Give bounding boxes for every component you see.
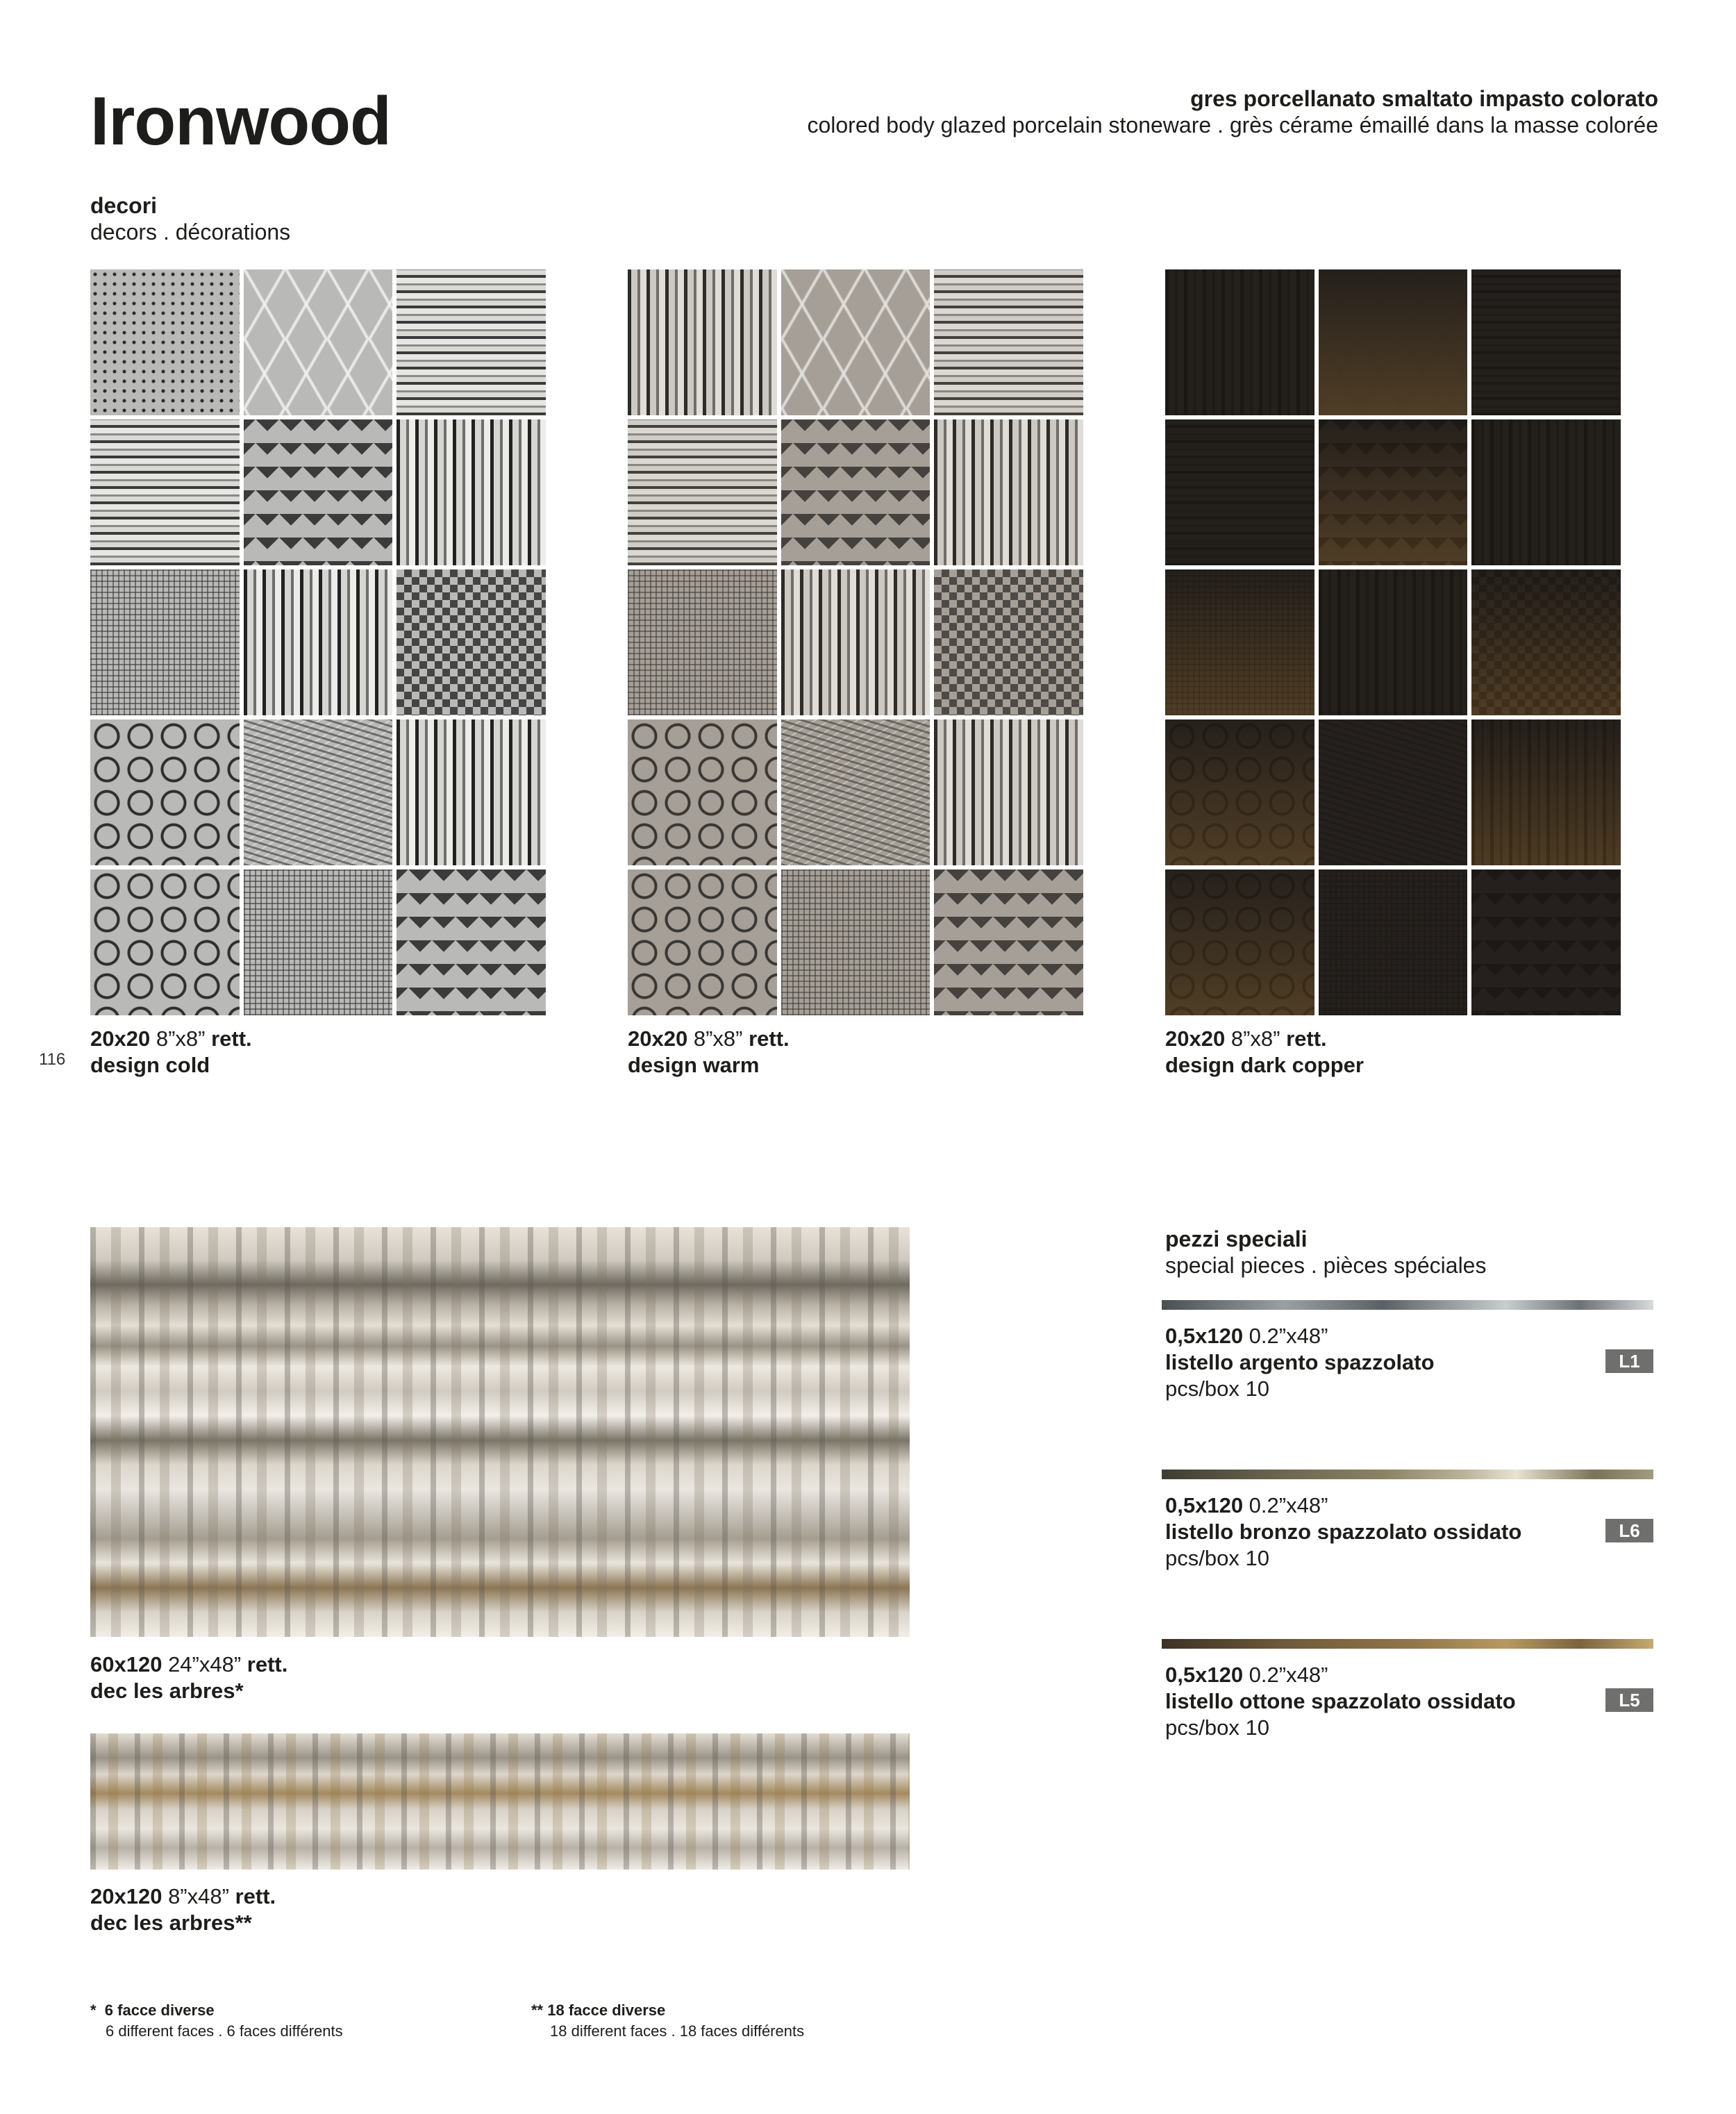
decor-grid-dark-copper [1165,269,1621,1015]
tile [1319,569,1468,715]
size-in: 24”x48” [162,1652,247,1676]
rett: rett. [235,1884,276,1908]
subtitle-translations: colored body glazed porcelain stoneware . grès cérame émaillé dans la masse colorée [807,113,1658,138]
tile [90,419,240,565]
size-in: 8”x48” [162,1884,235,1908]
pezzi-speciali-title: pezzi speciali [1165,1226,1308,1251]
tile [1471,569,1621,715]
rett: rett. [211,1026,252,1051]
code-badge-l6: L6 [1605,1519,1653,1542]
dec-les-arbres-20x120-image [90,1733,910,1870]
listello-argento-info [1165,1323,1435,1402]
tile [1319,869,1468,1015]
caption-arbres-60x120 [90,1651,287,1704]
size-cm: 20x20 [1165,1026,1226,1051]
footnote-mark: ** [531,2001,544,2019]
tile [244,419,393,565]
size-cm: 20x120 [90,1884,162,1908]
rett: rett. [1286,1026,1327,1051]
listello-ottone-image [1162,1639,1653,1649]
caption-arbres-20x120 [90,1883,276,1936]
size-in: 0.2”x48” [1243,1663,1328,1687]
size-in: 8”x8” [687,1026,749,1051]
tile [628,569,777,715]
piece-name: listello argento spazzolato [1165,1350,1435,1374]
decor-name: dec les arbres* [90,1679,244,1703]
tile [781,719,930,865]
tile [934,569,1083,715]
piece-name: listello ottone spazzolato ossidato [1165,1689,1516,1713]
tile [1165,419,1314,565]
decor-grid-cold [90,269,546,1015]
footnote-text: 18 different faces . 18 faces différents [550,2022,805,2040]
tile [397,419,546,565]
tile [934,269,1083,415]
tile [628,719,777,865]
tile [781,869,930,1015]
pcs-box: pcs/box 10 [1165,1546,1269,1570]
tile [1471,269,1621,415]
tile [1319,269,1468,415]
dec-les-arbres-60x120-image [90,1227,910,1637]
listello-argento-image [1162,1300,1653,1310]
tile [90,869,240,1015]
tile [934,419,1083,565]
tile [781,269,930,415]
size-in: 8”x8” [150,1026,212,1051]
listello-ottone-info [1165,1662,1516,1741]
footnote-text: 6 different faces . 6 faces différents [106,2022,343,2040]
decor-name: design dark copper [1165,1053,1364,1077]
tile [244,269,393,415]
tile [1165,269,1314,415]
footnote-title: 18 facce diverse [547,2001,666,2019]
tile [397,569,546,715]
tile [1319,419,1468,565]
tile [1471,719,1621,865]
rett: rett. [749,1026,790,1051]
tile [1471,419,1621,565]
tile [244,869,393,1015]
decori-subtitle: decors . décorations [90,219,291,244]
code-badge-l1: L1 [1605,1349,1653,1373]
tile [1319,719,1468,865]
caption-design-dark-copper [1165,1026,1364,1079]
tile [397,719,546,865]
listello-bronzo-image [1162,1470,1653,1479]
size-cm: 0,5x120 [1165,1663,1244,1687]
decor-name: design cold [90,1053,210,1077]
tile [781,569,930,715]
listello-bronzo-info [1165,1492,1521,1572]
piece-name: listello bronzo spazzolato ossidato [1165,1520,1522,1544]
footnote-mark: * [90,2001,97,2019]
page-title: Ironwood [90,83,391,159]
tile [1471,869,1621,1015]
tile [1165,719,1314,865]
caption-design-cold [90,1026,252,1079]
tile [90,719,240,865]
tile [244,569,393,715]
tile [90,569,240,715]
decor-name: dec les arbres** [90,1911,252,1935]
size-cm: 0,5x120 [1165,1493,1244,1517]
pezzi-speciali-subtitle: special pieces . pièces spéciales [1165,1253,1487,1278]
tile [628,419,777,565]
tile [244,719,393,865]
tile [781,419,930,565]
size-in: 0.2”x48” [1243,1493,1328,1517]
tile [628,269,777,415]
tile [1165,869,1314,1015]
size-cm: 60x120 [90,1652,162,1676]
tile [90,269,240,415]
decori-title: decori [90,193,158,218]
code-badge-l5: L5 [1605,1688,1653,1712]
pcs-box: pcs/box 10 [1165,1715,1269,1740]
size-cm: 20x20 [90,1026,151,1051]
decor-name: design warm [628,1053,760,1077]
tile [934,719,1083,865]
footnote-title: 6 facce diverse [104,2001,215,2019]
footnote-6-faces [90,2000,343,2042]
caption-design-warm [628,1026,790,1079]
size-cm: 20x20 [628,1026,688,1051]
tile [397,869,546,1015]
tile [934,869,1083,1015]
decor-grid-warm [628,269,1083,1015]
size-in: 8”x8” [1225,1026,1287,1051]
tile [1165,569,1314,715]
tile [628,869,777,1015]
subtitle-italian: gres porcellanato smaltato impasto colorato [1190,86,1658,111]
pcs-box: pcs/box 10 [1165,1376,1269,1401]
footnote-18-faces [531,2000,804,2042]
size-cm: 0,5x120 [1165,1324,1244,1348]
size-in: 0.2”x48” [1243,1324,1328,1348]
rett: rett. [247,1652,288,1676]
page-number: 116 [39,1050,66,1069]
tile [397,269,546,415]
